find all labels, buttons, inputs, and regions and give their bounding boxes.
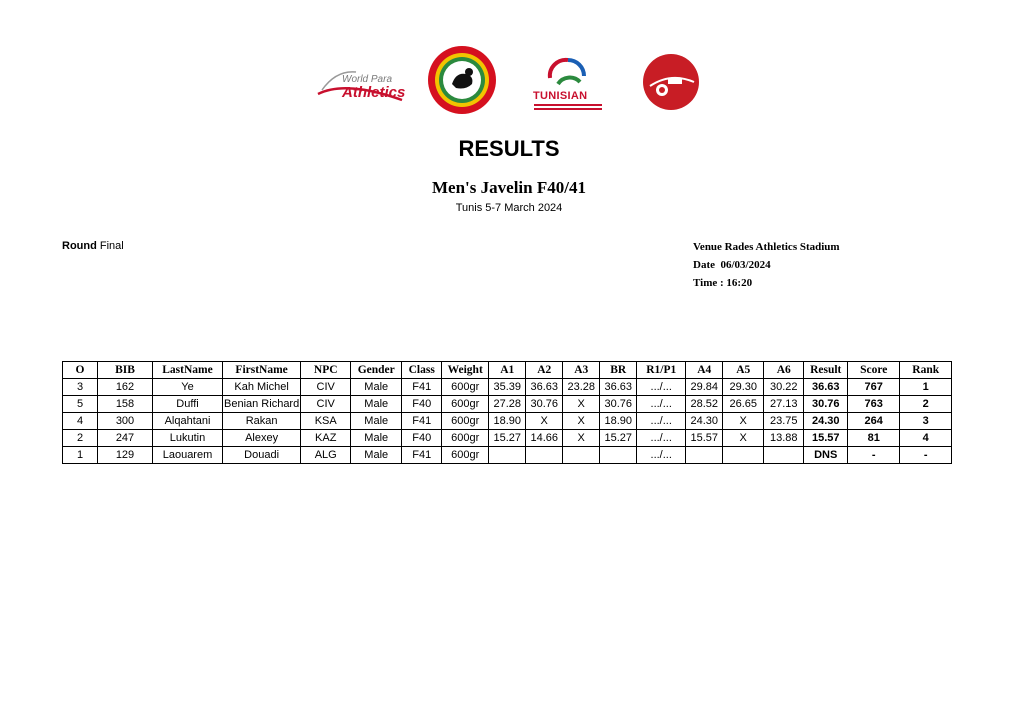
- venue-line: Venue Rades Athletics Stadium: [693, 241, 840, 253]
- table-cell: 26.65: [723, 396, 764, 413]
- table-cell: -: [848, 447, 900, 464]
- table-cell: 4: [900, 430, 952, 447]
- page-title: RESULTS: [458, 136, 560, 161]
- table-row: [63, 430, 952, 447]
- table-cell: [764, 447, 804, 464]
- table-cell: 13.88: [764, 430, 804, 447]
- table-cell: 600gr: [442, 430, 489, 447]
- column-header: A5: [723, 362, 764, 379]
- column-header: A6: [764, 362, 804, 379]
- results-body: [63, 379, 952, 464]
- table-cell: 1: [900, 379, 952, 396]
- table-cell: 3: [63, 379, 98, 396]
- column-header: FirstName: [223, 362, 301, 379]
- table-cell: Douadi: [223, 447, 301, 464]
- table-cell: 30.76: [526, 396, 563, 413]
- table-cell: 763: [848, 396, 900, 413]
- table-cell: .../...: [637, 396, 686, 413]
- table-cell: CIV: [301, 379, 351, 396]
- table-cell: KAZ: [301, 430, 351, 447]
- table-cell: .../...: [637, 379, 686, 396]
- table-cell: X: [563, 413, 600, 430]
- table-cell: 81: [848, 430, 900, 447]
- column-header: Score: [848, 362, 900, 379]
- table-cell: Alqahtani: [153, 413, 223, 430]
- table-cell: X: [723, 413, 764, 430]
- table-cell: 35.39: [489, 379, 526, 396]
- table-cell: 27.28: [489, 396, 526, 413]
- table-cell: 129: [98, 447, 153, 464]
- table-cell: Alexey: [223, 430, 301, 447]
- table-cell: 162: [98, 379, 153, 396]
- table-cell: ALG: [301, 447, 351, 464]
- column-header: A3: [563, 362, 600, 379]
- table-cell: 300: [98, 413, 153, 430]
- column-header: Weight: [442, 362, 489, 379]
- table-cell: Male: [351, 447, 402, 464]
- results-table: [62, 361, 952, 464]
- table-cell: F40: [402, 430, 442, 447]
- column-header: A4: [686, 362, 723, 379]
- table-cell: Laouarem: [153, 447, 223, 464]
- table-cell: X: [723, 430, 764, 447]
- venue-block: [693, 238, 840, 292]
- event-subtitle: Tunis 5-7 March 2024: [455, 202, 563, 214]
- table-cell: DNS: [804, 447, 848, 464]
- table-cell: CIV: [301, 396, 351, 413]
- tunisian-paralympic-logo: [528, 48, 608, 114]
- table-cell: 15.57: [686, 430, 723, 447]
- table-cell: 29.84: [686, 379, 723, 396]
- round-value: Final: [99, 240, 124, 252]
- column-header: O: [63, 362, 98, 379]
- table-cell: 3: [900, 413, 952, 430]
- table-cell: 15.27: [600, 430, 637, 447]
- table-cell: F41: [402, 413, 442, 430]
- table-cell: 5: [63, 396, 98, 413]
- table-cell: Kah Michel: [223, 379, 301, 396]
- column-header: Gender: [351, 362, 402, 379]
- round-label: Round: [62, 240, 97, 252]
- table-cell: X: [526, 413, 563, 430]
- table-cell: 600gr: [442, 413, 489, 430]
- table-cell: Male: [351, 379, 402, 396]
- table-cell: [489, 447, 526, 464]
- table-cell: 30.76: [804, 396, 848, 413]
- table-cell: F40: [402, 396, 442, 413]
- table-cell: 18.90: [489, 413, 526, 430]
- table-cell: 2: [63, 430, 98, 447]
- table-cell: Lukutin: [153, 430, 223, 447]
- table-header-row: [63, 362, 952, 379]
- column-header: BIB: [98, 362, 153, 379]
- table-cell: 23.28: [563, 379, 600, 396]
- table-cell: 27.13: [764, 396, 804, 413]
- column-header: NPC: [301, 362, 351, 379]
- table-cell: X: [563, 396, 600, 413]
- table-cell: 15.27: [489, 430, 526, 447]
- table-cell: Male: [351, 413, 402, 430]
- table-cell: [686, 447, 723, 464]
- column-header: Result: [804, 362, 848, 379]
- table-cell: 600gr: [442, 379, 489, 396]
- table-cell: .../...: [637, 447, 686, 464]
- table-cell: [563, 447, 600, 464]
- table-cell: 29.30: [723, 379, 764, 396]
- table-cell: Duffi: [153, 396, 223, 413]
- table-cell: Male: [351, 430, 402, 447]
- table-cell: Male: [351, 396, 402, 413]
- table-cell: X: [563, 430, 600, 447]
- table-cell: Rakan: [223, 413, 301, 430]
- table-cell: 264: [848, 413, 900, 430]
- table-cell: 600gr: [442, 447, 489, 464]
- table-cell: F41: [402, 447, 442, 464]
- table-cell: 767: [848, 379, 900, 396]
- event-title: Men's Javelin F40/41: [432, 178, 586, 197]
- table-cell: 36.63: [600, 379, 637, 396]
- table-cell: [723, 447, 764, 464]
- column-header: A1: [489, 362, 526, 379]
- wpa-line1: World Para: [342, 74, 393, 85]
- table-cell: 600gr: [442, 396, 489, 413]
- column-header: Rank: [900, 362, 952, 379]
- ring-emblem-icon: [426, 44, 498, 116]
- column-header: BR: [600, 362, 637, 379]
- table-cell: .../...: [637, 430, 686, 447]
- wpa-line2: Athletics: [342, 84, 406, 101]
- table-cell: F41: [402, 379, 442, 396]
- logo-bar: [534, 108, 602, 110]
- time-line: Time : 16:20: [693, 277, 753, 289]
- table-row: [63, 379, 952, 396]
- table-cell: 28.52: [686, 396, 723, 413]
- table-cell: 30.76: [600, 396, 637, 413]
- table-cell: 1: [63, 447, 98, 464]
- table-cell: [600, 447, 637, 464]
- table-cell: 14.66: [526, 430, 563, 447]
- table-cell: 24.30: [804, 413, 848, 430]
- logo-bar: [534, 104, 602, 106]
- athletics-meeting-icon: [638, 52, 704, 112]
- table-cell: Benian Richard: [223, 396, 301, 413]
- table-cell: 247: [98, 430, 153, 447]
- table-cell: 36.63: [526, 379, 563, 396]
- table-cell: 24.30: [686, 413, 723, 430]
- table-cell: 18.90: [600, 413, 637, 430]
- date-line: [693, 256, 840, 274]
- column-header: R1/P1: [637, 362, 686, 379]
- column-header: Class: [402, 362, 442, 379]
- table-cell: [526, 447, 563, 464]
- table-cell: Ye: [153, 379, 223, 396]
- round-info: [62, 240, 124, 252]
- table-row: [63, 396, 952, 413]
- tunisian-text: TUNISIAN: [533, 90, 588, 102]
- table-cell: -: [900, 447, 952, 464]
- table-cell: 4: [63, 413, 98, 430]
- table-cell: 158: [98, 396, 153, 413]
- table-cell: 23.75: [764, 413, 804, 430]
- table-cell: 15.57: [804, 430, 848, 447]
- column-header: LastName: [153, 362, 223, 379]
- world-para-athletics-logo: [306, 50, 414, 108]
- table-row: [63, 413, 952, 430]
- table-cell: 2: [900, 396, 952, 413]
- table-row: [63, 447, 952, 464]
- table-cell: 30.22: [764, 379, 804, 396]
- logo-strip: [300, 42, 720, 120]
- date-value: 06/03/2024: [720, 259, 771, 271]
- date-label: Date: [693, 259, 715, 271]
- table-cell: .../...: [637, 413, 686, 430]
- table-cell: 36.63: [804, 379, 848, 396]
- column-header: A2: [526, 362, 563, 379]
- table-cell: KSA: [301, 413, 351, 430]
